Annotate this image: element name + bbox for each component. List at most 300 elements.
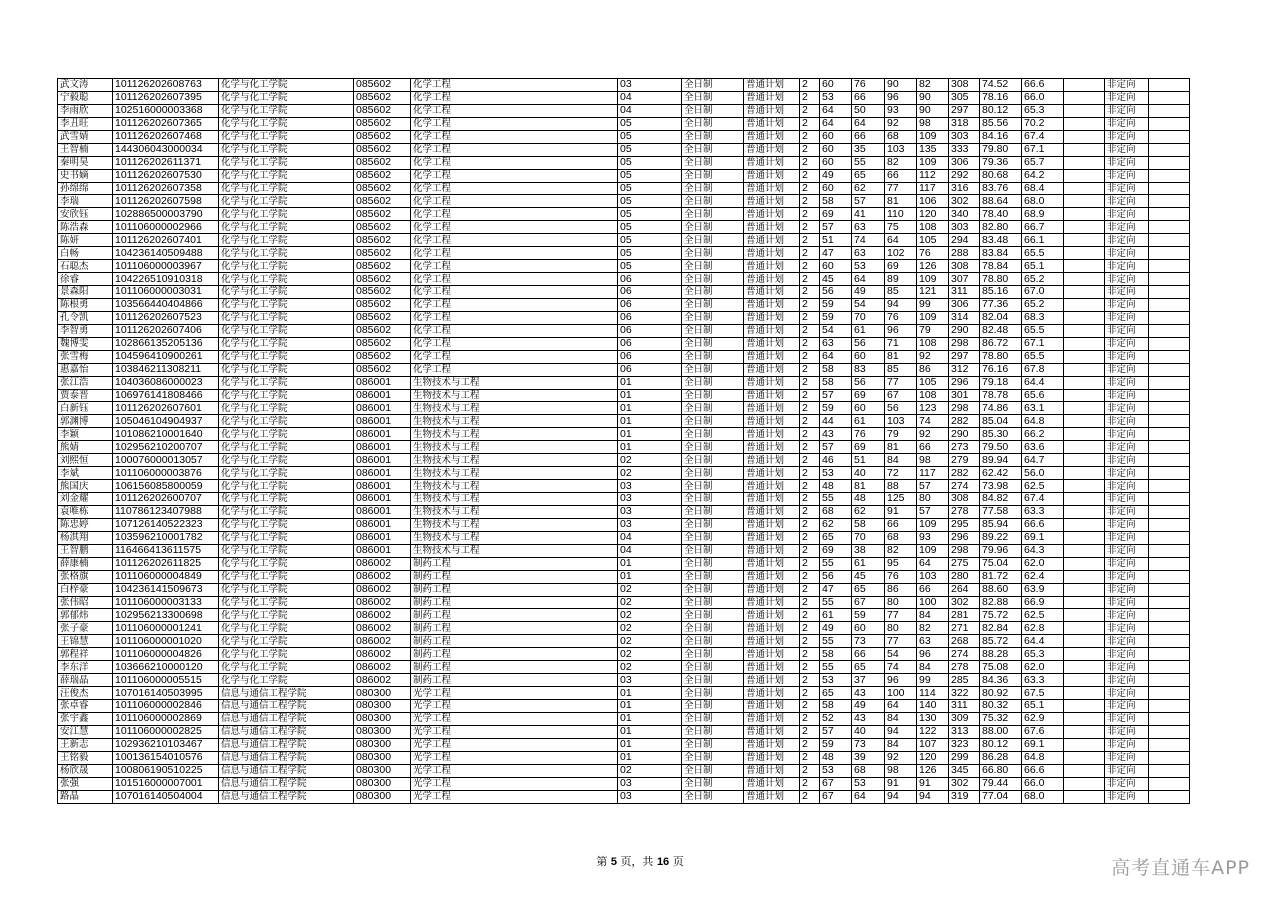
cell-fs: 68.3 (1022, 311, 1064, 324)
cell-major: 光学工程 (411, 700, 618, 713)
cell-major: 化学工程 (411, 311, 618, 324)
cell-type: 非定向 (1105, 311, 1149, 324)
cell-dir: 01 (618, 441, 682, 454)
cell-id: 101106000004826 (113, 648, 219, 661)
cell-id: 103666210000120 (113, 661, 219, 674)
cell-fs: 64.8 (1022, 415, 1064, 428)
cell-s3: 98 (885, 764, 917, 777)
cell-s3: 85 (885, 363, 917, 376)
cell-s2: 58 (852, 518, 885, 531)
cell-major: 化学工程 (411, 350, 618, 363)
cell-s4: 100 (917, 596, 949, 609)
cell-blank (1149, 130, 1190, 143)
cell-type: 非定向 (1105, 143, 1149, 156)
cell-code: 080300 (354, 790, 411, 803)
table-row (58, 674, 1190, 687)
cell-s2: 61 (852, 415, 885, 428)
cell-s4: 117 (917, 467, 949, 480)
cell-name: 石聪杰 (58, 260, 113, 273)
cell-s3: 91 (885, 777, 917, 790)
cell-tot: 302 (949, 596, 980, 609)
cell-s3: 94 (885, 298, 917, 311)
cell-s1: 47 (820, 583, 852, 596)
cell-s3: 81 (885, 195, 917, 208)
cell-s1: 48 (820, 480, 852, 493)
cell-s1: 53 (820, 674, 852, 687)
cell-s4: 109 (917, 156, 949, 169)
cell-note (1064, 557, 1105, 570)
cell-s1: 47 (820, 247, 852, 260)
cell-tot: 301 (949, 389, 980, 402)
cell-note (1064, 505, 1105, 518)
cell-s2: 39 (852, 751, 885, 764)
cell-plan: 普通计划 (744, 518, 800, 531)
cell-s1: 53 (820, 467, 852, 480)
cell-s2: 66 (852, 91, 885, 104)
cell-col: 化学与化工学院 (219, 156, 354, 169)
cell-name: 王锦慧 (58, 635, 113, 648)
cell-col: 化学与化工学院 (219, 674, 354, 687)
cell-id: 101126202607365 (113, 117, 219, 130)
cell-type: 非定向 (1105, 751, 1149, 764)
cell-plan: 普通计划 (744, 661, 800, 674)
cell-major: 化学工程 (411, 234, 618, 247)
cell-tot: 302 (949, 195, 980, 208)
cell-col: 化学与化工学院 (219, 583, 354, 596)
cell-col: 信息与通信工程学院 (219, 687, 354, 700)
cell-dir: 02 (618, 609, 682, 622)
cell-fs: 64.3 (1022, 544, 1064, 557)
cell-mode: 全日制 (682, 130, 744, 143)
cell-major: 化学工程 (411, 91, 618, 104)
cell-s1: 44 (820, 415, 852, 428)
cell-s2: 51 (852, 454, 885, 467)
cell-dir: 04 (618, 104, 682, 117)
cell-cat: 2 (800, 91, 820, 104)
cell-type: 非定向 (1105, 505, 1149, 518)
cell-name: 李雨欣 (58, 104, 113, 117)
cell-major: 光学工程 (411, 725, 618, 738)
cell-s2: 76 (852, 428, 885, 441)
cell-cat: 2 (800, 454, 820, 467)
cell-note (1064, 376, 1105, 389)
cell-id: 102866135205136 (113, 337, 219, 350)
cell-id: 101106000005515 (113, 674, 219, 687)
cell-cat: 2 (800, 260, 820, 273)
cell-mode: 全日制 (682, 725, 744, 738)
cell-cat: 2 (800, 402, 820, 415)
cell-tot: 322 (949, 687, 980, 700)
cell-rs: 88.28 (980, 648, 1022, 661)
cell-fs: 65.2 (1022, 273, 1064, 286)
cell-fs: 56.0 (1022, 467, 1064, 480)
cell-col: 化学与化工学院 (219, 234, 354, 247)
cell-plan: 普通计划 (744, 402, 800, 415)
cell-cat: 2 (800, 700, 820, 713)
cell-mode: 全日制 (682, 195, 744, 208)
cell-dir: 05 (618, 130, 682, 143)
cell-type: 非定向 (1105, 712, 1149, 725)
cell-fs: 64.2 (1022, 169, 1064, 182)
cell-major: 生物技术与工程 (411, 389, 618, 402)
cell-name: 宁毅聪 (58, 91, 113, 104)
cell-blank (1149, 790, 1190, 803)
cell-name: 郭程祥 (58, 648, 113, 661)
cell-rs: 83.76 (980, 182, 1022, 195)
cell-rs: 79.18 (980, 376, 1022, 389)
cell-s3: 75 (885, 221, 917, 234)
cell-fs: 67.1 (1022, 143, 1064, 156)
cell-s3: 79 (885, 428, 917, 441)
cell-rs: 79.50 (980, 441, 1022, 454)
cell-dir: 01 (618, 712, 682, 725)
cell-fs: 68.9 (1022, 208, 1064, 221)
cell-col: 化学与化工学院 (219, 169, 354, 182)
cell-dir: 05 (618, 143, 682, 156)
cell-fs: 69.1 (1022, 531, 1064, 544)
footer-suffix: 页 (672, 855, 684, 868)
cell-blank (1149, 764, 1190, 777)
cell-type: 非定向 (1105, 531, 1149, 544)
footer-middle: 页，共 (620, 855, 654, 868)
cell-code: 080300 (354, 751, 411, 764)
cell-cat: 2 (800, 480, 820, 493)
cell-id: 101126202607406 (113, 324, 219, 337)
cell-name: 刘熙恒 (58, 454, 113, 467)
cell-dir: 05 (618, 182, 682, 195)
cell-code: 085602 (354, 298, 411, 311)
table-row (58, 363, 1190, 376)
cell-code: 086002 (354, 648, 411, 661)
cell-dir: 05 (618, 195, 682, 208)
cell-type: 非定向 (1105, 182, 1149, 195)
cell-type: 非定向 (1105, 195, 1149, 208)
cell-code: 085602 (354, 324, 411, 337)
cell-name: 薛瑞晶 (58, 674, 113, 687)
cell-name: 张子豪 (58, 622, 113, 635)
cell-rs: 77.04 (980, 790, 1022, 803)
cell-s4: 140 (917, 700, 949, 713)
cell-s2: 41 (852, 208, 885, 221)
cell-s4: 74 (917, 415, 949, 428)
cell-code: 080300 (354, 700, 411, 713)
cell-fs: 65.5 (1022, 247, 1064, 260)
table-row (58, 518, 1190, 531)
cell-blank (1149, 286, 1190, 299)
cell-note (1064, 622, 1105, 635)
cell-plan: 普通计划 (744, 635, 800, 648)
cell-s4: 64 (917, 557, 949, 570)
cell-dir: 02 (618, 648, 682, 661)
cell-blank (1149, 570, 1190, 583)
cell-code: 085602 (354, 117, 411, 130)
cell-col: 化学与化工学院 (219, 195, 354, 208)
cell-dir: 01 (618, 415, 682, 428)
cell-dir: 06 (618, 363, 682, 376)
cell-name: 武雪婧 (58, 130, 113, 143)
cell-rs: 75.72 (980, 609, 1022, 622)
cell-id: 101106000002846 (113, 700, 219, 713)
cell-s1: 60 (820, 260, 852, 273)
cell-fs: 68.4 (1022, 182, 1064, 195)
cell-s3: 88 (885, 480, 917, 493)
cell-mode: 全日制 (682, 117, 744, 130)
cell-col: 化学与化工学院 (219, 415, 354, 428)
cell-blank (1149, 518, 1190, 531)
cell-major: 化学工程 (411, 104, 618, 117)
cell-cat: 2 (800, 350, 820, 363)
cell-s4: 90 (917, 104, 949, 117)
cell-code: 085602 (354, 182, 411, 195)
cell-plan: 普通计划 (744, 260, 800, 273)
cell-type: 非定向 (1105, 428, 1149, 441)
cell-dir: 01 (618, 389, 682, 402)
cell-blank (1149, 622, 1190, 635)
cell-id: 104596410900261 (113, 350, 219, 363)
admission-table (57, 78, 1190, 804)
cell-rs: 78.78 (980, 389, 1022, 402)
cell-name: 李瑞 (58, 195, 113, 208)
cell-fs: 65.6 (1022, 389, 1064, 402)
cell-code: 085602 (354, 208, 411, 221)
cell-cat: 2 (800, 130, 820, 143)
cell-name: 郭渊博 (58, 415, 113, 428)
cell-s1: 60 (820, 156, 852, 169)
cell-id: 101106000001241 (113, 622, 219, 635)
cell-s4: 63 (917, 635, 949, 648)
cell-cat: 2 (800, 570, 820, 583)
cell-blank (1149, 725, 1190, 738)
cell-plan: 普通计划 (744, 156, 800, 169)
cell-name: 史书嫡 (58, 169, 113, 182)
cell-fs: 66.1 (1022, 234, 1064, 247)
cell-type: 非定向 (1105, 221, 1149, 234)
cell-blank (1149, 635, 1190, 648)
cell-blank (1149, 234, 1190, 247)
cell-s1: 49 (820, 169, 852, 182)
cell-type: 非定向 (1105, 169, 1149, 182)
cell-id: 101126202611371 (113, 156, 219, 169)
cell-major: 化学工程 (411, 247, 618, 260)
cell-s4: 112 (917, 169, 949, 182)
cell-type: 非定向 (1105, 777, 1149, 790)
cell-plan: 普通计划 (744, 91, 800, 104)
cell-s1: 59 (820, 402, 852, 415)
table-row (58, 596, 1190, 609)
cell-fs: 65.5 (1022, 350, 1064, 363)
cell-s4: 66 (917, 441, 949, 454)
cell-plan: 普通计划 (744, 648, 800, 661)
cell-plan: 普通计划 (744, 130, 800, 143)
cell-s3: 77 (885, 609, 917, 622)
cell-dir: 03 (618, 480, 682, 493)
cell-blank (1149, 208, 1190, 221)
cell-s3: 102 (885, 247, 917, 260)
cell-dir: 01 (618, 570, 682, 583)
table-row (58, 738, 1190, 751)
cell-tot: 296 (949, 531, 980, 544)
cell-col: 信息与通信工程学院 (219, 790, 354, 803)
cell-note (1064, 583, 1105, 596)
cell-name: 李颖 (58, 428, 113, 441)
table-row (58, 687, 1190, 700)
cell-tot: 268 (949, 635, 980, 648)
cell-id: 107016140504004 (113, 790, 219, 803)
cell-dir: 01 (618, 402, 682, 415)
cell-code: 080300 (354, 687, 411, 700)
cell-type: 非定向 (1105, 402, 1149, 415)
cell-s4: 103 (917, 570, 949, 583)
cell-rs: 82.80 (980, 221, 1022, 234)
cell-dir: 06 (618, 273, 682, 286)
cell-cat: 2 (800, 376, 820, 389)
cell-s3: 74 (885, 661, 917, 674)
cell-type: 非定向 (1105, 622, 1149, 635)
cell-note (1064, 738, 1105, 751)
cell-major: 制药工程 (411, 635, 618, 648)
cell-id: 101126202600707 (113, 493, 219, 506)
cell-plan: 普通计划 (744, 273, 800, 286)
cell-type: 非定向 (1105, 104, 1149, 117)
cell-blank (1149, 505, 1190, 518)
cell-cat: 2 (800, 725, 820, 738)
cell-s3: 77 (885, 182, 917, 195)
cell-s1: 52 (820, 712, 852, 725)
cell-dir: 06 (618, 350, 682, 363)
cell-s2: 69 (852, 441, 885, 454)
cell-s1: 56 (820, 570, 852, 583)
cell-rs: 79.80 (980, 143, 1022, 156)
table-row (58, 790, 1190, 803)
cell-s2: 61 (852, 557, 885, 570)
cell-cat: 2 (800, 441, 820, 454)
cell-rs: 75.08 (980, 661, 1022, 674)
cell-blank (1149, 389, 1190, 402)
cell-fs: 62.0 (1022, 557, 1064, 570)
cell-tot: 319 (949, 790, 980, 803)
cell-code: 085602 (354, 195, 411, 208)
cell-rs: 73.98 (980, 480, 1022, 493)
cell-s4: 99 (917, 298, 949, 311)
cell-cat: 2 (800, 104, 820, 117)
cell-type: 非定向 (1105, 557, 1149, 570)
cell-fs: 66.6 (1022, 79, 1064, 92)
cell-s4: 109 (917, 311, 949, 324)
cell-name: 陈根勇 (58, 298, 113, 311)
cell-s3: 86 (885, 583, 917, 596)
cell-type: 非定向 (1105, 376, 1149, 389)
cell-name: 安江慧 (58, 725, 113, 738)
cell-col: 化学与化工学院 (219, 350, 354, 363)
cell-s3: 94 (885, 790, 917, 803)
cell-fs: 66.2 (1022, 428, 1064, 441)
cell-s3: 77 (885, 635, 917, 648)
cell-blank (1149, 428, 1190, 441)
cell-col: 化学与化工学院 (219, 117, 354, 130)
cell-code: 085602 (354, 350, 411, 363)
cell-plan: 普通计划 (744, 350, 800, 363)
cell-s2: 55 (852, 156, 885, 169)
cell-type: 非定向 (1105, 661, 1149, 674)
cell-note (1064, 751, 1105, 764)
table-row (58, 143, 1190, 156)
cell-rs: 84.36 (980, 674, 1022, 687)
cell-major: 生物技术与工程 (411, 505, 618, 518)
cell-major: 生物技术与工程 (411, 544, 618, 557)
cell-s2: 62 (852, 182, 885, 195)
cell-id: 101126202607523 (113, 311, 219, 324)
cell-rs: 82.48 (980, 324, 1022, 337)
cell-cat: 2 (800, 169, 820, 182)
cell-id: 101126202608763 (113, 79, 219, 92)
cell-cat: 2 (800, 493, 820, 506)
cell-s3: 69 (885, 260, 917, 273)
cell-note (1064, 648, 1105, 661)
cell-s3: 66 (885, 518, 917, 531)
table-row (58, 557, 1190, 570)
cell-tot: 303 (949, 130, 980, 143)
cell-id: 101126202607395 (113, 91, 219, 104)
table-row (58, 505, 1190, 518)
cell-blank (1149, 376, 1190, 389)
cell-tot: 323 (949, 738, 980, 751)
cell-major: 生物技术与工程 (411, 415, 618, 428)
cell-rs: 80.68 (980, 169, 1022, 182)
cell-s4: 96 (917, 648, 949, 661)
cell-mode: 全日制 (682, 298, 744, 311)
cell-s3: 90 (885, 79, 917, 92)
cell-note (1064, 195, 1105, 208)
cell-s1: 60 (820, 79, 852, 92)
cell-note (1064, 467, 1105, 480)
table-row (58, 751, 1190, 764)
cell-cat: 2 (800, 182, 820, 195)
table-row (58, 764, 1190, 777)
cell-tot: 275 (949, 557, 980, 570)
cell-cat: 2 (800, 505, 820, 518)
cell-s3: 93 (885, 104, 917, 117)
cell-dir: 05 (618, 234, 682, 247)
cell-rs: 78.80 (980, 350, 1022, 363)
cell-type: 非定向 (1105, 648, 1149, 661)
cell-tot: 274 (949, 648, 980, 661)
cell-dir: 06 (618, 311, 682, 324)
cell-s2: 45 (852, 570, 885, 583)
cell-type: 非定向 (1105, 415, 1149, 428)
cell-blank (1149, 363, 1190, 376)
cell-id: 101106000004849 (113, 570, 219, 583)
cell-name: 李斌 (58, 467, 113, 480)
cell-rs: 88.64 (980, 195, 1022, 208)
cell-cat: 2 (800, 609, 820, 622)
cell-rs: 81.72 (980, 570, 1022, 583)
cell-name: 孔令凯 (58, 311, 113, 324)
cell-major: 化学工程 (411, 79, 618, 92)
cell-s1: 62 (820, 518, 852, 531)
cell-cat: 2 (800, 195, 820, 208)
cell-major: 化学工程 (411, 363, 618, 376)
cell-s1: 58 (820, 363, 852, 376)
cell-dir: 02 (618, 622, 682, 635)
cell-s3: 82 (885, 544, 917, 557)
cell-mode: 全日制 (682, 350, 744, 363)
cell-id: 101106000003031 (113, 286, 219, 299)
cell-id: 102516000003368 (113, 104, 219, 117)
cell-col: 化学与化工学院 (219, 402, 354, 415)
table-row (58, 777, 1190, 790)
cell-tot: 307 (949, 273, 980, 286)
cell-s4: 84 (917, 609, 949, 622)
